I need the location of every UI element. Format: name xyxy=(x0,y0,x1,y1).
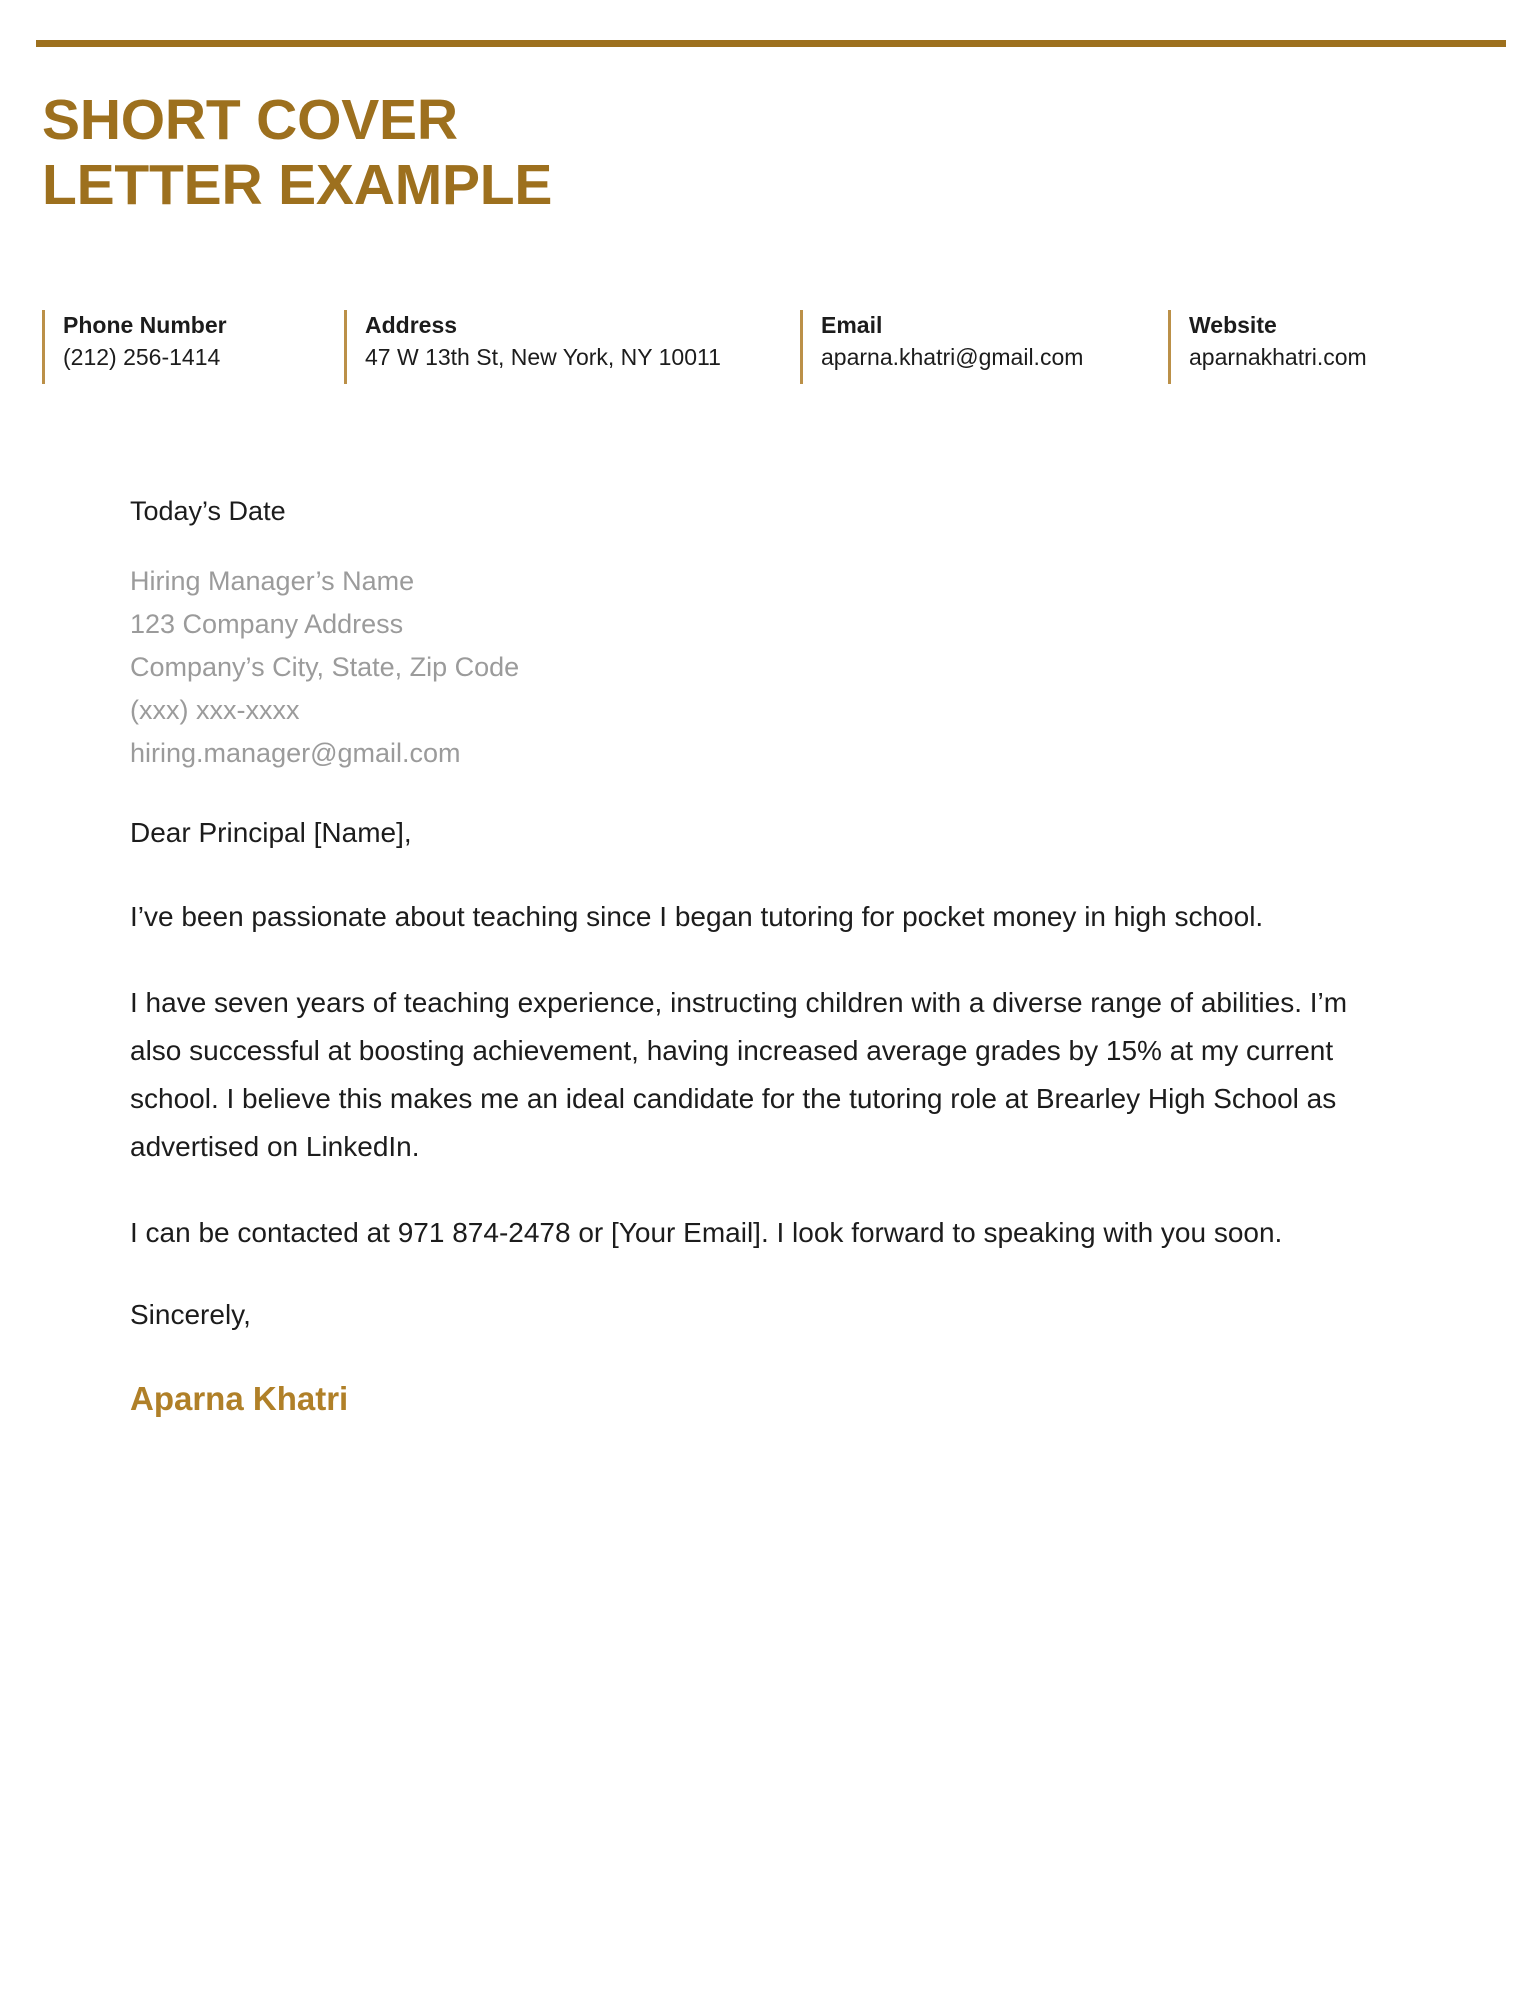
letter-salutation: Dear Principal [Name], xyxy=(130,817,412,848)
contact-value-phone-number: (212) 256-1414 xyxy=(63,344,221,370)
contact-item-address xyxy=(344,310,721,384)
letter-signature: Aparna Khatri xyxy=(130,1380,349,1417)
contact-value-website: aparnakhatri.com xyxy=(1189,344,1367,370)
recipient-line-email: hiring.manager@gmail.com xyxy=(130,738,461,768)
top-accent-rule xyxy=(36,40,1506,47)
contact-item-website xyxy=(1168,310,1367,384)
page-title-line-1: SHORT COVER xyxy=(42,88,458,152)
recipient-line-city-state-zip: Company’s City, State, Zip Code xyxy=(130,652,520,682)
letter-date: Today’s Date xyxy=(130,496,286,526)
contact-label-address: Address xyxy=(365,312,458,338)
page-title xyxy=(42,88,942,218)
letter-paragraph-1: I’ve been passionate about teaching since I began tutoring for pocket money in high school. xyxy=(130,901,1264,932)
contact-value-address: 47 W 13th St, New York, NY 10011 xyxy=(365,344,721,370)
contact-label-phone-number: Phone Number xyxy=(63,312,227,338)
recipient-block xyxy=(130,560,1390,775)
page-title-line-2: LETTER EXAMPLE xyxy=(42,153,553,217)
contact-label-website: Website xyxy=(1189,312,1277,338)
contact-item-phone-number xyxy=(42,310,227,384)
contact-value-email: aparna.khatri@gmail.com xyxy=(821,344,1084,370)
recipient-line-phone: (xxx) xxx-xxxx xyxy=(130,695,300,725)
contact-label-email: Email xyxy=(821,312,883,338)
letter-paragraph-2: I have seven years of teaching experience, instructing children with a diverse range of abilities. I’m also successful at boosting achievement, having increased average grades by 15% at my current school. I believe this makes me an ideal candidate for the tutoring role at Brearley High School as advertised on LinkedIn. xyxy=(130,987,1348,1162)
recipient-line-address: 123 Company Address xyxy=(130,609,404,639)
letter-closing: Sincerely, xyxy=(130,1299,251,1330)
contact-bar xyxy=(42,310,1462,384)
contact-item-email xyxy=(800,310,1083,384)
letter-body xyxy=(130,492,1390,1419)
letter-paragraph-3: I can be contacted at 971 874-2478 or [Your Email]. I look forward to speaking with you soon. xyxy=(130,1217,1283,1248)
recipient-line-name: Hiring Manager’s Name xyxy=(130,566,415,596)
